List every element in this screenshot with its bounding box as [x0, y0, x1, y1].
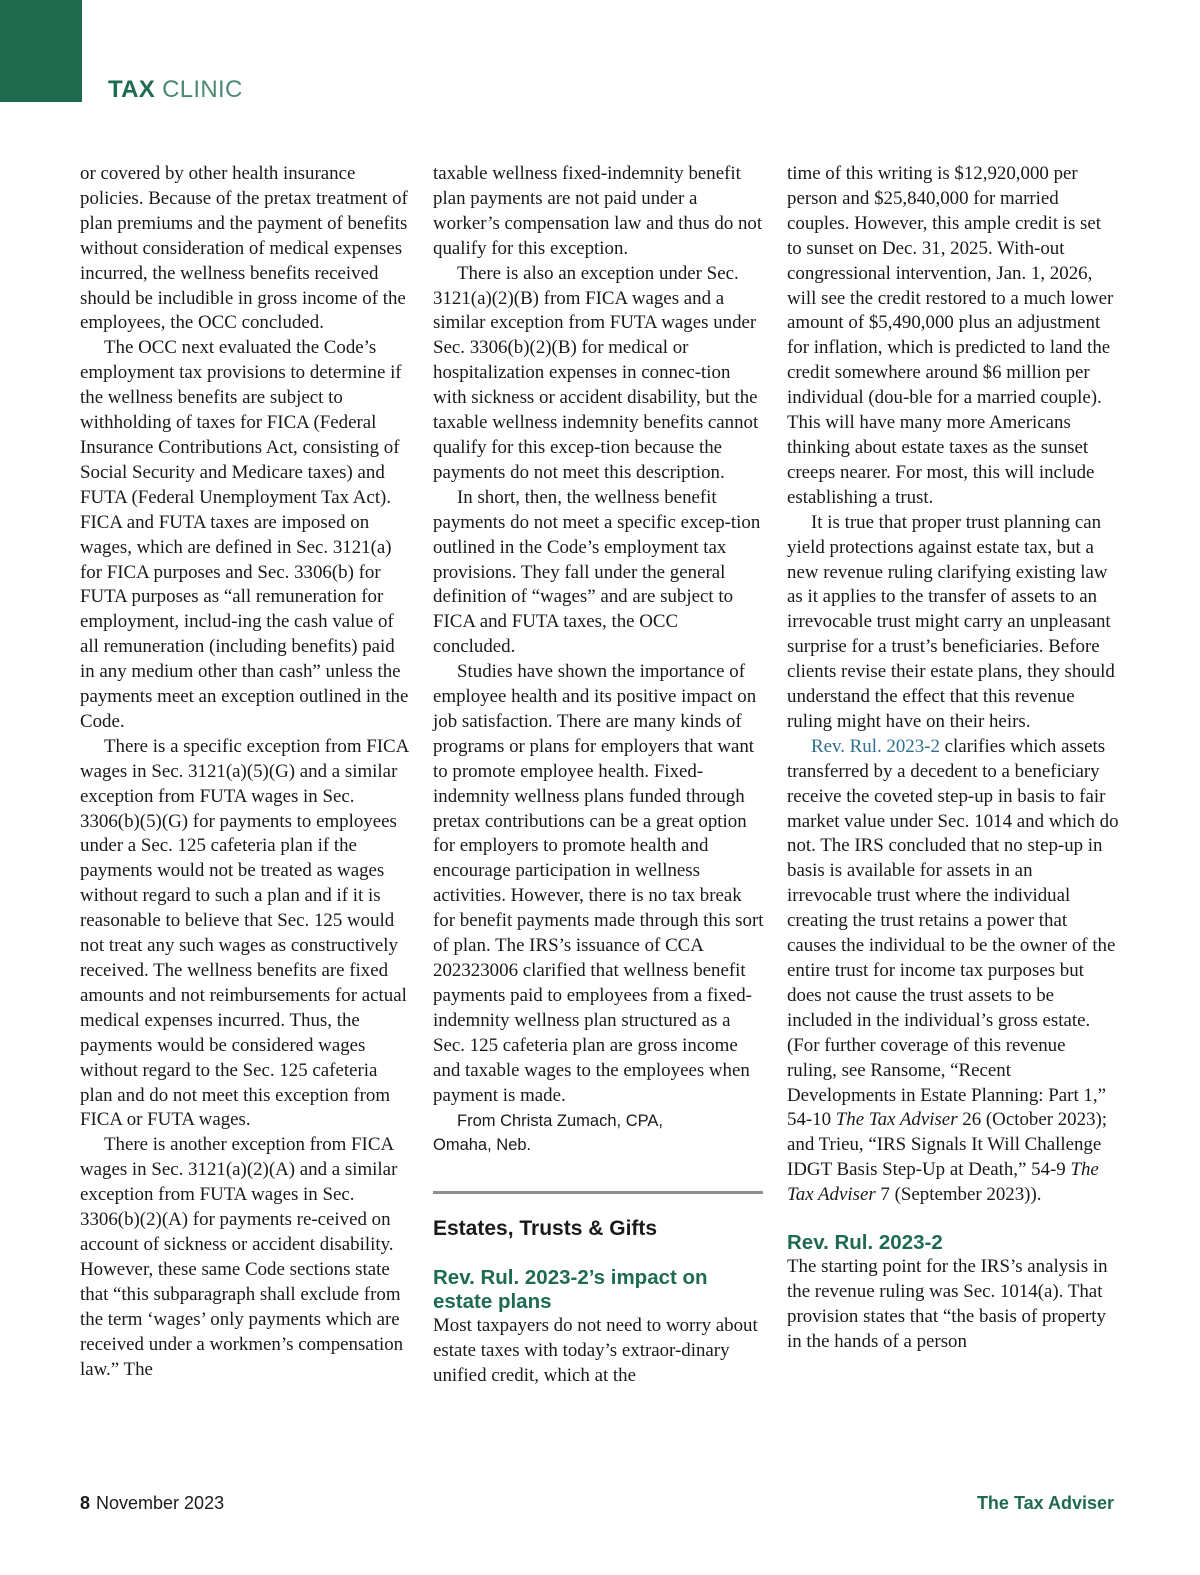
- byline-location: Omaha, Neb.: [433, 1136, 532, 1155]
- author-byline: [433, 1109, 765, 1157]
- section-divider: [433, 1191, 763, 1194]
- paragraph: It is true that proper trust planning can yield protections against estate tax, but a new revenue ruling clarifying existing law as it applies to the transfer of assets to an irrevocable trust might carry an unpleasant surprise for a trust’s beneficiaries. Before clients revise their estate plans, they should understand the effect that this revenue ruling might have on their heirs.: [787, 511, 1115, 732]
- column-2: [433, 162, 765, 1389]
- paragraph: time of this writing is $12,920,000 per person and $25,840,000 for married couples. However, this ample credit is set to sunset on Dec. 31, 2025. With-out congressional intervention, Jan. 1, 2026, will see the credit restored to a much lower amount of $5,490,000 plus an adjustment for inflation, which is predicted to land the credit somewhere around $6 million per individual (dou-ble for a married couple). This will have many more Americans thinking about estate taxes as the sunset creeps nearer. For most, this will include establishing a trust.: [787, 163, 1114, 508]
- rev-rul-link[interactable]: Rev. Rul. 2023-2: [811, 735, 940, 757]
- footer-page-info: [80, 1493, 224, 1514]
- paragraph: There is a specific exception from FICA wages in Sec. 3121(a)(5)(G) and a similar exception from FUTA wages in Sec. 3306(b)(5)(G) for payments to employees under a Sec. 125 cafeteria plan if the payments would not be treated as wages without regard to such a plan and if it is reasonable to believe that Sec. 125 would not treat any such wages as constructively received. The wellness benefits are fixed amounts and not reimbursements for actual medical expenses incurred. Thus, the payments would be considered wages without regard to the Sec. 125 cafeteria plan and do not meet this exception from FICA or FUTA wages.: [80, 735, 409, 1131]
- paragraph: taxable wellness fixed-indemnity benefit plan payments are not paid under a worker’s compensation law and thus do not qualify for this exception.: [433, 163, 763, 259]
- paragraph: Rev. Rul. 2023-2 clarifies which assets transferred by a decedent to a beneficiary receive the coveted step-up in basis to fair market value under Sec. 1014 and which do not. The IRS concluded that no step-up in basis is available for assets in an irrevocable trust where the individual creating the trust retains a power that causes the individual to be the owner of the entire trust for income tax purposes but does not cause the trust assets to be included in the individual’s gross estate. (For further coverage of this revenue ruling, see Ransome, “Recent Developments in Estate Planning: Part 1,” 54-10 The Tax Adviser 26 (October 2023); and Trieu, “IRS Signals It Will Challenge IDGT Basis Step-Up at Death,” 54-9 The Tax Adviser 7 (September 2023)).: [787, 735, 1119, 1206]
- column-1: [80, 162, 412, 1382]
- publication-name: The Tax Adviser: [976, 1493, 1114, 1513]
- paragraph: or covered by other health insurance policies. Because of the pretax treatment of plan premiums and the payment of benefits without consideration of medical expenses incurred, the wellness benefits received should be includible in gross income of the employees, the OCC concluded.: [80, 163, 408, 334]
- paragraph: In short, then, the wellness benefit payments do not meet a specific excep-tion outlined in the Code’s employment tax provisions. They fall under the general definition of “wages” and are subject to FICA and FUTA taxes, the OCC concluded.: [433, 486, 761, 658]
- byline-author: From Christa Zumach, CPA,: [457, 1112, 663, 1131]
- column-3: [787, 162, 1119, 1355]
- publication-title: The Tax Adviser: [787, 1159, 1099, 1206]
- section-label-light: CLINIC: [162, 76, 243, 103]
- article-subheading: Rev. Rul. 2023-2’s impact on estate plans: [433, 1266, 708, 1314]
- header-color-tab: [0, 0, 82, 102]
- paragraph: The starting point for the IRS’s analysis in the revenue ruling was Sec. 1014(a). That provision states that “the basis of property in the hands of a person: [787, 1256, 1108, 1352]
- paragraph: There is another exception from FICA wages in Sec. 3121(a)(2)(A) and a similar exception from FUTA wages in Sec. 3306(b)(2)(A) for payments re-ceived on account of sickness or accident disability. However, these same Code sections state that “this subparagraph shall exclude from the term ‘wages’ only payments which are received under a workmen’s compensation law.” The: [80, 1134, 404, 1380]
- publication-title: The Tax Adviser: [835, 1109, 958, 1131]
- page-number: 8: [80, 1493, 91, 1513]
- paragraph: There is also an exception under Sec. 3121(a)(2)(B) from FICA wages and a similar exception from FUTA wages under Sec. 3306(b)(2)(B) for medical or hospitalization expenses in connec-tion with sickness or accident disability, but the taxable wellness indemnity benefits cannot qualify for this excep-tion because the payments do not meet this description.: [433, 262, 759, 483]
- section-label-bold: TAX: [108, 76, 156, 103]
- section-label: [108, 76, 243, 104]
- category-heading: Estates, Trusts & Gifts: [433, 1217, 658, 1241]
- paragraph: Studies have shown the importance of employee health and its positive impact on job satisfaction. There are many kinds of programs or plans for employers that want to promote employee health. Fixed-indemnity wellness plans funded through pretax contributions can be a great option for employers to promote health and encourage participation in wellness activities. However, there is no tax break for benefit payments made through this sort of plan. The IRS’s issuance of CCA 202323006 clarified that wellness benefit payments paid to employees from a fixed-indemnity wellness plan structured as a Sec. 125 cafeteria plan are gross income and taxable wages to the employees when payment is made.: [433, 661, 764, 1106]
- paragraph: The OCC next evaluated the Code’s employment tax provisions to determine if the wellness benefits are subject to withholding of taxes for FICA (Federal Insurance Contributions Act, consisting of Social Security and Medicare taxes) and FUTA (Federal Unemployment Tax Act). FICA and FUTA taxes are imposed on wages, which are defined in Sec. 3121(a) for FICA purposes and Sec. 3306(b) for FUTA purposes as “all remuneration for employment, includ-ing the cash value of all remuneration (including benefits) paid in any medium other than cash” unless the payments meet an exception outlined in the Code.: [80, 337, 409, 732]
- section-subheading: Rev. Rul. 2023-2: [787, 1231, 943, 1255]
- paragraph: Most taxpayers do not need to worry about estate taxes with today’s extraor-dinary unified credit, which at the: [433, 1315, 758, 1387]
- issue-date: November 2023: [96, 1493, 225, 1513]
